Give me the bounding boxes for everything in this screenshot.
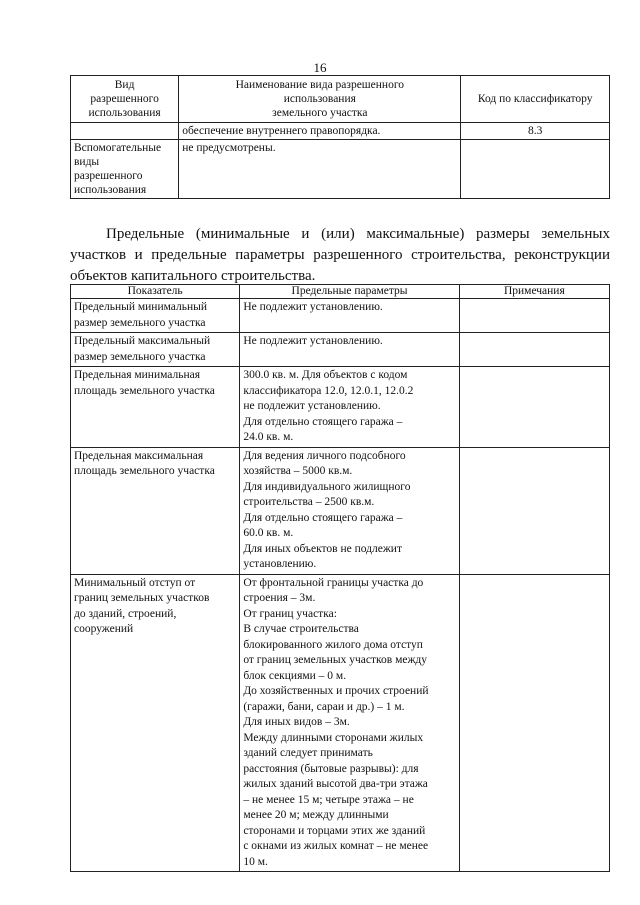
section-heading: Предельные (минимальные и (или) максимальные) размеры земельных участков и предельные параметры разрешенного строительства, реконструкции объектов капитального строительства. — [70, 226, 610, 284]
column-header-indicator: Показатель — [71, 285, 240, 299]
cell-use-name: обеспечение внутреннего правопорядка. — [179, 123, 461, 140]
cell-indicator: Предельная максимальная площадь земельного участка — [71, 447, 240, 574]
table-row — [71, 333, 610, 367]
cell-parameters: Не подлежит установлению. — [240, 333, 459, 367]
table-header-row — [71, 285, 610, 299]
table-row — [71, 574, 610, 872]
cell-classifier-code — [461, 140, 610, 199]
cell-parameters: Не подлежит установлению. — [240, 299, 459, 333]
page-number: 16 — [313, 60, 327, 75]
table-header-row — [71, 76, 610, 123]
cell-notes — [459, 333, 609, 367]
cell-use-type — [71, 123, 179, 140]
column-header-use-name: Наименование вида разрешенного использования земельного участка — [179, 76, 461, 123]
cell-use-name: не предусмотрены. — [179, 140, 461, 199]
table-row — [71, 123, 610, 140]
limit-parameters-table — [70, 284, 610, 872]
cell-notes — [459, 574, 609, 872]
cell-indicator: Предельный минимальный размер земельного участка — [71, 299, 240, 333]
cell-classifier-code: 8.3 — [461, 123, 610, 140]
table-row — [71, 140, 610, 199]
cell-notes — [459, 367, 609, 448]
column-header-use-type: Вид разрешенного использования — [71, 76, 179, 123]
cell-indicator: Предельная минимальная площадь земельного участка — [71, 367, 240, 448]
cell-indicator: Минимальный отступ от границ земельных участков до зданий, строений, сооружений — [71, 574, 240, 872]
column-header-parameters: Предельные параметры — [240, 285, 459, 299]
cell-notes — [459, 447, 609, 574]
table-row — [71, 299, 610, 333]
cell-parameters: Для ведения личного подсобного хозяйства – 5000 кв.м. Для индивидуального жилищного строительства – 2500 кв.м. Для отдельно стоящего гаража – 60.0 кв. м. Для иных объектов не подлежит установлению. — [240, 447, 459, 574]
table-row — [71, 367, 610, 448]
table-row — [71, 447, 610, 574]
column-header-notes: Примечания — [459, 285, 609, 299]
cell-parameters: 300.0 кв. м. Для объектов с кодом классификатора 12.0, 12.0.1, 12.0.2 не подлежит установлению. Для отдельно стоящего гаража – 24.0 кв. м. — [240, 367, 459, 448]
cell-indicator: Предельный максимальный размер земельного участка — [71, 333, 240, 367]
cell-use-type: Вспомогательные виды разрешенного использования — [71, 140, 179, 199]
column-header-classifier-code: Код по классификатору — [461, 76, 610, 123]
cell-parameters: От фронтальной границы участка до строения – 3м. От границ участка: В случае строительства блокированного жилого дома отступ от границ земельных участков между блок секциями – 0 м. До хозяйственных и прочих строений (гаражи, бани, сараи и др.) – 1 м. Для иных видов – 3м. Между длинными сторонами жилых зданий следует принимать расстояния (бытовые разрывы): для жилых зданий высотой два-три этажа – не менее 15 м; четыре этажа – не менее 20 м; между длинными сторонами и торцами этих же зданий с окнами из жилых комнат – не менее 10 м. — [240, 574, 459, 872]
cell-notes — [459, 299, 609, 333]
land-use-types-table — [70, 75, 610, 199]
